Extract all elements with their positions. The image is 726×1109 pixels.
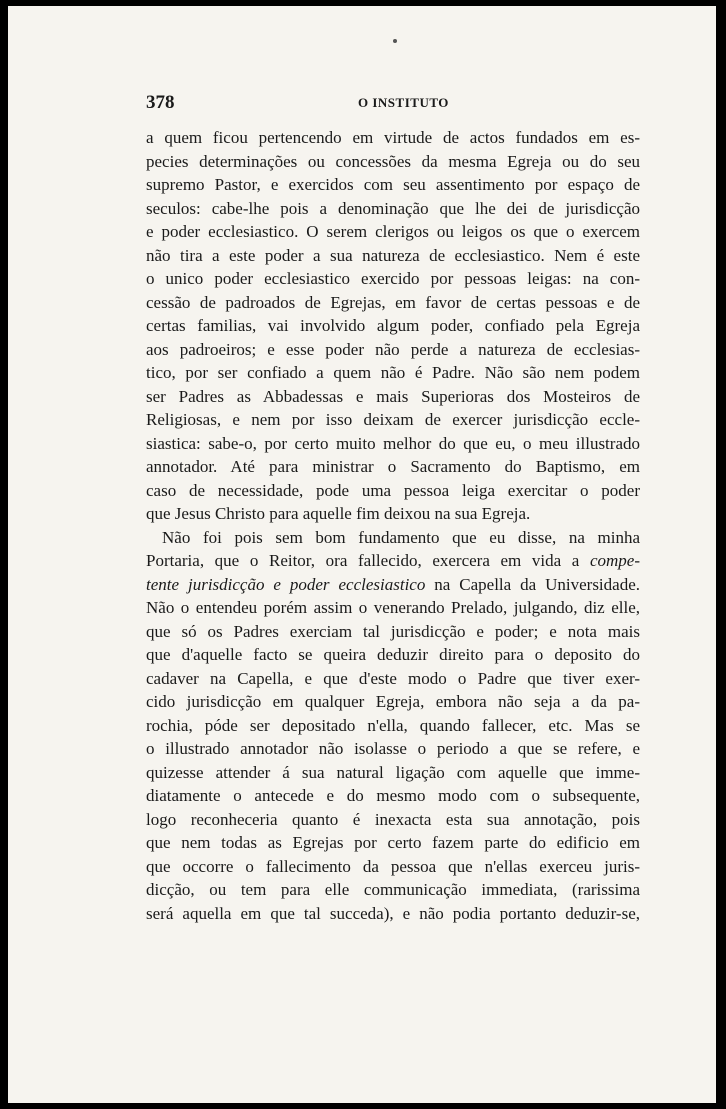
paragraph-start-line: Não foi pois sem bom fundamento que eu disse, na minha [162, 527, 640, 547]
text-line: rochia, póde ser depositado n'ella, quando fallecer, etc. Mas se [146, 715, 640, 735]
body-text [146, 126, 640, 925]
text-line: cido jurisdicção em qualquer Egreja, embora não seja a da pa- [146, 692, 640, 711]
text-line: caso de necessidade, pode uma pessoa leiga exercitar o poder [146, 480, 640, 500]
page-number: 378 [146, 92, 175, 113]
text-line: que d'aquelle facto se queira deduzir direito para o deposito do [146, 645, 640, 664]
text-line: cessão de padroados de Egrejas, em favor de certas pessoas e de [146, 292, 640, 312]
text-line: certas familias, vai involvido algum poder, confiado pela Egreja [146, 316, 640, 335]
ink-speck [393, 39, 397, 43]
text-line: que só os Padres exerciam tal jurisdicção e poder; e nota mais [146, 621, 640, 641]
text-line: Religiosas, e nem por isso deixam de exercer jurisdicção eccle- [146, 410, 640, 429]
text-line: cadaver na Capella, e que d'este modo o Padre que tiver exer- [146, 668, 640, 688]
text-line: que occorre o fallecimento da pessoa que n'ellas exerceu juris- [146, 856, 640, 876]
text-line: que Jesus Christo para aquelle fim deixou na sua Egreja. [146, 504, 531, 523]
text-line: tente jurisdicção e poder ecclesiastico na Capella da Universidade. [146, 574, 640, 594]
italic-quote: tente jurisdicção e poder ecclesiastico [146, 574, 426, 594]
text-line: aos padroeiros; e esse poder não perde a natureza de ecclesias- [146, 339, 640, 359]
italic-quote: compe- [589, 551, 640, 570]
book-page [8, 6, 716, 1103]
text-line: a quem ficou pertencendo em virtude de actos fundados em es- [146, 128, 640, 147]
text-line: e poder ecclesiastico. O serem clerigos ou leigos os que o exercem [146, 222, 640, 241]
text-line: diatamente o antecede e do mesmo modo com o subsequente, [146, 786, 640, 805]
text-line: ser Padres as Abbadessas e mais Superioras dos Mosteiros de [146, 386, 640, 406]
text-line: pecies determinações ou concessões da mesma Egreja ou do seu [146, 151, 640, 171]
text-line: o unico poder ecclesiastico exercido por pessoas leigas: na con- [146, 269, 640, 288]
text-line: o illustrado annotador não isolasse o periodo a que se refere, e [146, 739, 640, 758]
text-line: siastica: sabe-o, por certo muito melhor do que eu, o meu illustrado [146, 433, 640, 453]
text-line: Não o entendeu porém assim o venerando Prelado, julgando, diz elle, [146, 598, 640, 617]
text-line: logo reconheceria quanto é inexacta esta sua annotação, pois [146, 809, 640, 829]
running-title: O INSTITUTO [358, 95, 449, 110]
text-line: quizesse attender á sua natural ligação com aquelle que imme- [146, 762, 640, 782]
text-line: não tira a este poder a sua natureza de ecclesiastico. Nem é este [146, 245, 640, 265]
text-line: será aquella em que tal succeda), e não podia portanto deduzir-se, [146, 903, 640, 923]
text-line: dicção, ou tem para elle communicação immediata, (rarissima [146, 880, 640, 899]
text-line: seculos: cabe-lhe pois a denominação que lhe dei de jurisdicção [146, 198, 640, 218]
text-line: Portaria, que o Reitor, ora fallecido, exercera em vida a compe- [146, 551, 640, 570]
page-header [146, 92, 646, 114]
text-line: supremo Pastor, e exercidos com seu assentimento por espaço de [146, 175, 640, 194]
text-line: annotador. Até para ministrar o Sacramento do Baptismo, em [146, 457, 640, 476]
text-line: tico, por ser confiado a quem não é Padre. Não são nem podem [146, 363, 640, 382]
text-line: que nem todas as Egrejas por certo fazem parte do edificio em [146, 833, 640, 852]
